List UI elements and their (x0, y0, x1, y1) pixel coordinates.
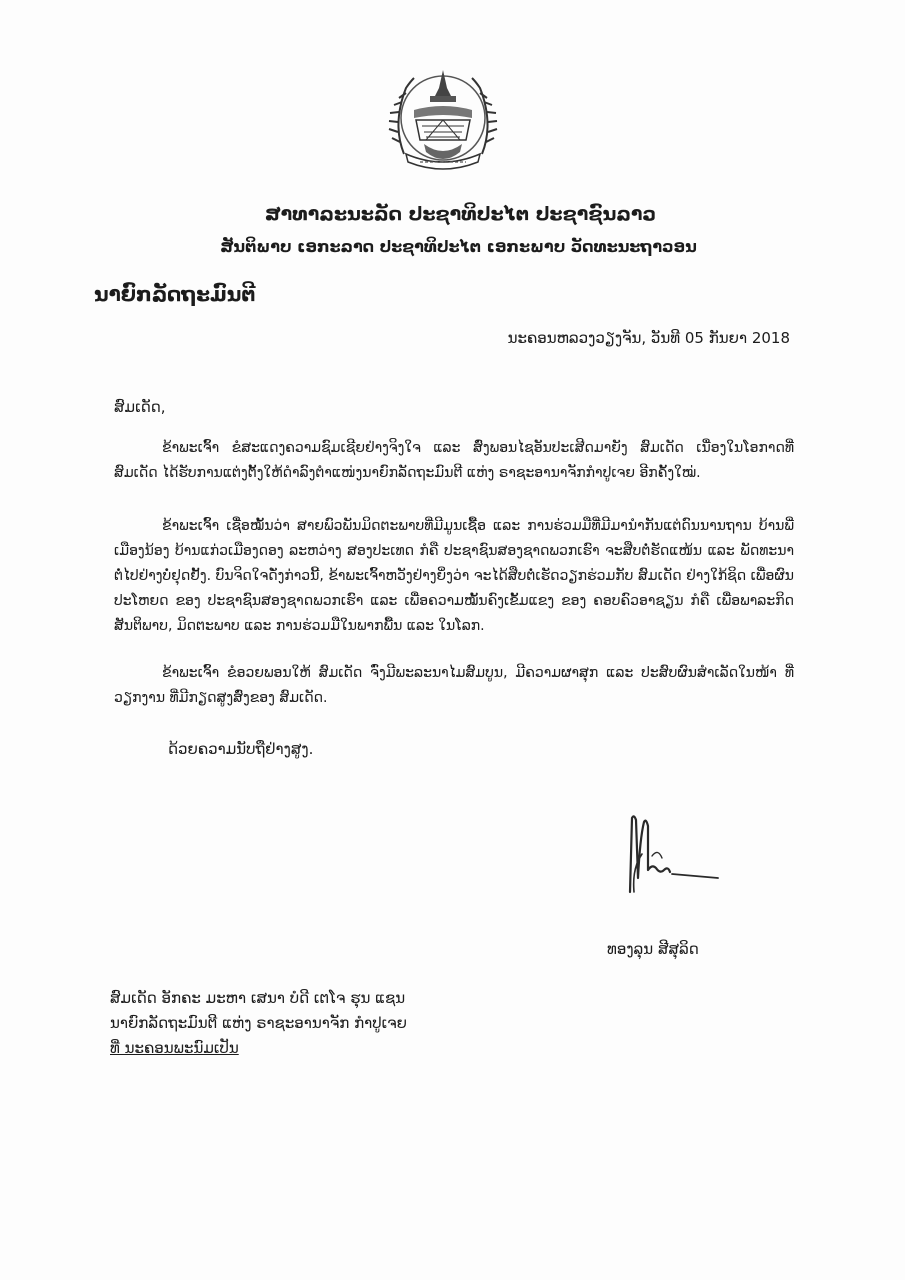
closing-line: ດ້ວຍຄວາມນັບຖືຢ່າງສູງ. (168, 740, 314, 758)
salutation: ສົມເດັດ, (114, 398, 166, 416)
date-line: ນະຄອນຫລວງວຽງຈັນ, ວັນທີ 05 ກັນຍາ 2018 (507, 329, 790, 347)
handwritten-signature-icon (612, 808, 720, 900)
national-emblem-icon (386, 62, 500, 174)
letterhead-country: ສາທາລະນະລັດ ປະຊາທິປະໄຕ ປະຊາຊົນລາວ (264, 203, 657, 225)
recipient-title: ນາຍົກລັດຖະມົນຕີ ແຫ່ງ ຣາຊະອານາຈັກ ກຳປູເຈຍ (110, 1014, 407, 1032)
body-paragraph-3: ຂ້າພະເຈົ້າ ຂໍອວຍພອນໃຫ້ ສົມເດັດ ຈົ່ງມີພະລະນາໄມສົມບູນ, ມີຄວາມຜາສຸກ ແລະ ປະສົບຜົນສຳເລັດໃນໜ້າ ທີ່ວຽກງານ ທີ່ມີກຽດສູງສົ່ງຂອງ ສົມເດັດ. (114, 665, 794, 706)
recipient-name: ສົມເດັດ ອັກຄະ ມະຫາ ເສນາ ບໍດີ ເຕໂຈ ຮຸນ ແຊນ (110, 989, 406, 1007)
issuing-office: ນາຍົກລັດຖະມົນຕີ (94, 282, 256, 306)
recipient-location: ທີ່ ນະຄອນພະນົມເປັນ (110, 1039, 239, 1057)
body-paragraph-2: ຂ້າພະເຈົ້າ ເຊື່ອໝັ້ນວ່າ ສາຍພົວພັນມິດຕະພາບທີ່ມີມູນເຊື້ອ ແລະ ການຮ່ວມມືທີ່ມີມານຳກັນແຕ່ດົນນານຖານ ບ້ານພີ່ເມືອງນ້ອງ ບ້ານແກ່ວເມືອງດອງ ລະຫວ່າງ ສອງປະເທດ ກໍຄື ປະຊາຊົນສອງຊາດພວກເຮົາ ຈະສືບຕໍ່ຮັດແໜ້ນ ແລະ ພັດທະນາຕໍ່ໄປຢ່າງບໍ່ຢຸດຢັ້ງ. ບົນຈິດໃຈດັ່ງກ່າວນີ້, ຂ້າພະເຈົ້າຫວັງຢ່າງຍິ່ງວ່າ ຈະໄດ້ສືບຕໍ່ເຮັດວຽກຮ່ວມກັບ ສົມເດັດ ຢ່າງໃກ້ຊິດ ເພື່ອຜົນປະໂຫຍດ ຂອງ ປະຊາຊົນສອງຊາດພວກເຮົາ ແລະ ເພື່ອຄວາມໝັ້ນຄົງເຂັ້ມແຂງ ຂອງ ຄອບຄົວອາຊຽນ ກໍຄື ເພື່ອພາລະກິດສັນຕິພາບ, ມິດຕະພາບ ແລະ ການຮ່ວມມືໃນພາກພື້ນ ແລະ ໃນໂລກ. (114, 518, 794, 634)
letterhead-motto: ສັນຕິພາບ ເອກະລາດ ປະຊາທິປະໄຕ ເອກະພາບ ວັດທະນະຖາວອນ (220, 237, 697, 256)
body-paragraph-1: ຂ້າພະເຈົ້າ ຂໍສະແດງຄວາມຊົມເຊີຍຢ່າງຈິງໃຈ ແລະ ສົ່ງພອນໄຊອັນປະເສີດມາຍັງ ສົມເດັດ ເນື່ອງໃນໂອກາດທີ່ ສົມເດັດ ໄດ້ຮັບການແຕ່ງຕັ້ງໃຫ້ດຳລົງຕຳແໜ່ງນາຍົກລັດຖະມົນຕີ ແຫ່ງ ຣາຊະອານາຈັກກຳປູເຈຍ ອີກຄັ້ງໃໝ່. (114, 440, 794, 481)
signer-name: ທອງລຸນ ສີສຸລິດ (607, 940, 699, 958)
